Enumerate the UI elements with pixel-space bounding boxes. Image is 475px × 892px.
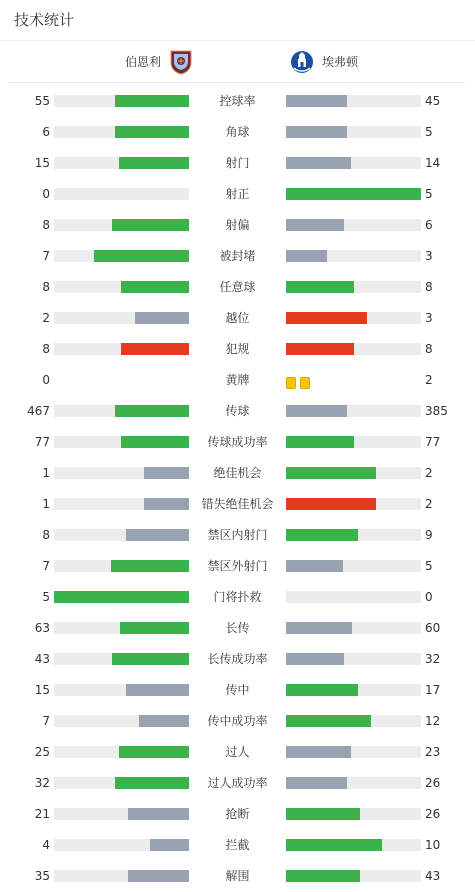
stat-label: 射门 — [225, 156, 250, 170]
home-value: 467 — [27, 404, 50, 418]
home-bar-fill — [112, 653, 189, 665]
away-value: 8 — [425, 342, 433, 356]
away-bar-fill — [286, 715, 371, 727]
stat-row — [0, 148, 475, 179]
away-value: 43 — [425, 869, 441, 883]
away-value: 5 — [425, 125, 433, 139]
away-bar-track — [286, 715, 421, 727]
stat-row — [0, 706, 475, 737]
away-bar-track — [286, 808, 421, 820]
home-bar-track — [54, 467, 189, 479]
away-bar-fill — [286, 405, 347, 417]
away-bar-fill — [286, 622, 352, 634]
home-value: 7 — [42, 559, 50, 573]
away-bar-fill — [286, 839, 382, 851]
away-bar-fill — [286, 870, 360, 882]
stat-row — [0, 396, 475, 427]
stat-label: 被封堵 — [219, 249, 256, 263]
away-bar-track — [286, 684, 421, 696]
home-bar-fill — [115, 777, 189, 789]
away-bar-track — [286, 343, 421, 355]
stat-label: 禁区内射门 — [207, 528, 268, 542]
stat-label: 角球 — [225, 125, 250, 139]
home-bar-track — [54, 808, 189, 820]
away-team-name: 埃弗顿 — [322, 55, 359, 69]
home-bar-track — [54, 529, 189, 541]
away-bar-track — [286, 250, 421, 262]
home-bar-fill — [128, 808, 189, 820]
away-bar-fill — [286, 250, 327, 262]
home-bar-track — [54, 498, 189, 510]
away-value: 9 — [425, 528, 433, 542]
stat-label: 越位 — [225, 311, 250, 325]
home-team-name: 伯恩利 — [125, 55, 162, 69]
home-bar-track — [54, 219, 189, 231]
away-bar-track — [286, 436, 421, 448]
home-bar-track — [54, 715, 189, 727]
stat-label: 过人 — [225, 745, 250, 759]
stat-label: 解围 — [225, 869, 250, 883]
stat-label: 控球率 — [219, 94, 256, 108]
away-value: 3 — [425, 311, 433, 325]
home-bar-track — [54, 312, 189, 324]
home-value: 25 — [34, 745, 50, 759]
away-bar-track — [286, 591, 421, 603]
away-value: 10 — [425, 838, 441, 852]
away-bar-track — [286, 405, 421, 417]
home-value: 32 — [34, 776, 50, 790]
away-bar-track — [286, 219, 421, 231]
home-bar-track — [54, 188, 189, 200]
away-bar-track — [286, 870, 421, 882]
stat-label: 长传 — [225, 621, 250, 635]
away-bar-fill — [286, 746, 351, 758]
away-value: 2 — [425, 497, 433, 511]
away-bar-track — [286, 529, 421, 541]
away-value: 26 — [425, 807, 441, 821]
home-bar-fill — [121, 343, 189, 355]
away-bar-track — [286, 467, 421, 479]
stat-label: 射正 — [225, 187, 250, 201]
yellow-card-icon — [300, 377, 310, 389]
away-value: 32 — [425, 652, 441, 666]
stat-label: 传中成功率 — [207, 714, 268, 728]
home-value: 15 — [34, 156, 50, 170]
away-bar-track — [286, 157, 421, 169]
away-value: 8 — [425, 280, 433, 294]
home-value: 35 — [34, 869, 50, 883]
away-bar-track — [286, 188, 421, 200]
yellow-card-icon — [286, 377, 296, 389]
stat-label: 过人成功率 — [207, 776, 268, 790]
home-bar-fill — [121, 436, 189, 448]
stat-row — [0, 830, 475, 861]
home-bar-fill — [121, 281, 189, 293]
home-value: 7 — [42, 714, 50, 728]
home-team[interactable] — [125, 41, 193, 82]
away-value: 60 — [425, 621, 441, 635]
stat-row — [0, 768, 475, 799]
home-value: 4 — [42, 838, 50, 852]
away-bar-fill — [286, 126, 347, 138]
away-bar-track — [286, 560, 421, 572]
stat-row — [0, 458, 475, 489]
home-bar-fill — [150, 839, 189, 851]
home-bar-fill — [115, 95, 189, 107]
away-value: 14 — [425, 156, 441, 170]
home-bar-track — [54, 746, 189, 758]
home-bar-fill — [94, 250, 189, 262]
away-bar-fill — [286, 777, 347, 789]
away-value: 17 — [425, 683, 441, 697]
home-bar-track — [54, 281, 189, 293]
home-value: 8 — [42, 342, 50, 356]
away-value: 3 — [425, 249, 433, 263]
home-value: 63 — [34, 621, 50, 635]
home-bar-track — [54, 839, 189, 851]
stat-row — [0, 334, 475, 365]
home-value: 5 — [42, 590, 50, 604]
home-value: 6 — [42, 125, 50, 139]
away-value: 385 — [425, 404, 448, 418]
home-value: 0 — [42, 187, 50, 201]
home-bar-track — [54, 405, 189, 417]
home-bar-track — [54, 591, 189, 603]
away-value: 12 — [425, 714, 441, 728]
away-value: 2 — [425, 466, 433, 480]
stat-row — [0, 737, 475, 768]
stat-row — [0, 241, 475, 272]
stat-row — [0, 520, 475, 551]
away-bar-fill — [286, 436, 354, 448]
away-bar-track — [286, 622, 421, 634]
home-bar-fill — [126, 529, 189, 541]
stat-row — [0, 179, 475, 210]
stat-label: 传中 — [225, 683, 250, 697]
home-bar-track — [54, 777, 189, 789]
home-bar-fill — [126, 684, 189, 696]
home-bar-track — [54, 126, 189, 138]
away-bar-fill — [286, 312, 367, 324]
away-bar-fill — [286, 343, 354, 355]
stat-label: 射偏 — [225, 218, 250, 232]
away-bar-track — [286, 653, 421, 665]
stat-label: 任意球 — [219, 280, 256, 294]
home-value: 55 — [34, 94, 50, 108]
away-bar-track — [286, 95, 421, 107]
home-bar-track — [54, 157, 189, 169]
home-bar-fill — [144, 498, 189, 510]
stat-row — [0, 427, 475, 458]
stat-label: 抢断 — [225, 807, 250, 821]
home-bar-fill — [119, 157, 189, 169]
stat-row — [0, 799, 475, 830]
away-bar-track — [286, 746, 421, 758]
away-bar-fill — [286, 529, 358, 541]
home-bar-fill — [115, 405, 189, 417]
home-value: 43 — [34, 652, 50, 666]
stat-row — [0, 675, 475, 706]
stat-row — [0, 117, 475, 148]
home-value: 2 — [42, 311, 50, 325]
stat-row — [0, 582, 475, 613]
away-value: 0 — [425, 590, 433, 604]
home-bar-track — [54, 343, 189, 355]
away-bar-fill — [286, 808, 360, 820]
away-value: 77 — [425, 435, 441, 449]
away-bar-fill — [286, 188, 421, 200]
home-bar-track — [54, 250, 189, 262]
away-value: 23 — [425, 745, 441, 759]
away-bar-fill — [286, 219, 344, 231]
home-value: 7 — [42, 249, 50, 263]
stat-row — [0, 613, 475, 644]
stat-label: 长传成功率 — [207, 652, 268, 666]
away-team[interactable] — [290, 41, 358, 82]
away-value: 5 — [425, 559, 433, 573]
home-bar-track — [54, 436, 189, 448]
home-bar-track — [54, 653, 189, 665]
everton-crest-icon — [290, 49, 314, 75]
stat-label: 黄牌 — [225, 373, 250, 387]
away-bar-track — [286, 839, 421, 851]
away-value: 26 — [425, 776, 441, 790]
stat-row — [0, 551, 475, 582]
stat-label: 错失绝佳机会 — [201, 497, 274, 511]
away-bar-track — [286, 126, 421, 138]
stat-label: 传球 — [225, 404, 250, 418]
stat-row — [0, 861, 475, 892]
stat-row — [0, 210, 475, 241]
home-value: 8 — [42, 280, 50, 294]
stat-row — [0, 272, 475, 303]
home-value: 21 — [34, 807, 50, 821]
home-value: 8 — [42, 528, 50, 542]
stat-label: 传球成功率 — [207, 435, 268, 449]
burnley-crest-icon — [169, 49, 193, 75]
away-cards — [286, 374, 314, 387]
away-bar-fill — [286, 684, 358, 696]
away-value: 5 — [425, 187, 433, 201]
home-bar-track — [54, 684, 189, 696]
stat-label: 门将扑救 — [213, 590, 262, 604]
home-bar-track — [54, 95, 189, 107]
home-bar-fill — [135, 312, 189, 324]
stat-row — [0, 365, 475, 396]
away-bar-fill — [286, 95, 347, 107]
home-value: 0 — [42, 373, 50, 387]
away-value: 45 — [425, 94, 441, 108]
stat-row — [0, 644, 475, 675]
home-bar-fill — [54, 591, 189, 603]
stat-row — [0, 489, 475, 520]
home-bar-fill — [139, 715, 189, 727]
teams-header — [8, 41, 465, 83]
stat-label: 犯规 — [225, 342, 250, 356]
away-bar-track — [286, 312, 421, 324]
home-bar-fill — [120, 622, 189, 634]
stat-row — [0, 86, 475, 117]
away-value: 6 — [425, 218, 433, 232]
away-bar-fill — [286, 157, 351, 169]
home-bar-fill — [128, 870, 189, 882]
stat-label: 拦截 — [225, 838, 250, 852]
home-bar-fill — [112, 219, 189, 231]
home-bar-track — [54, 870, 189, 882]
home-bar-fill — [119, 746, 189, 758]
home-value: 77 — [34, 435, 50, 449]
away-bar-fill — [286, 281, 354, 293]
away-bar-fill — [286, 560, 343, 572]
home-bar-track — [54, 560, 189, 572]
away-bar-fill — [286, 498, 376, 510]
away-value: 2 — [425, 373, 433, 387]
away-bar-fill — [286, 467, 376, 479]
home-bar-track — [54, 622, 189, 634]
home-bar-fill — [144, 467, 189, 479]
away-bar-track — [286, 281, 421, 293]
home-value: 1 — [42, 497, 50, 511]
stat-label: 绝佳机会 — [213, 466, 262, 480]
page-title: 技术统计 — [0, 0, 475, 41]
away-bar-fill — [286, 653, 344, 665]
away-bar-track — [286, 777, 421, 789]
home-bar-fill — [111, 560, 189, 572]
stat-row — [0, 303, 475, 334]
away-bar-track — [286, 498, 421, 510]
home-value: 15 — [34, 683, 50, 697]
home-value: 8 — [42, 218, 50, 232]
home-bar-fill — [115, 126, 189, 138]
home-value: 1 — [42, 466, 50, 480]
stat-label: 禁区外射门 — [207, 559, 268, 573]
